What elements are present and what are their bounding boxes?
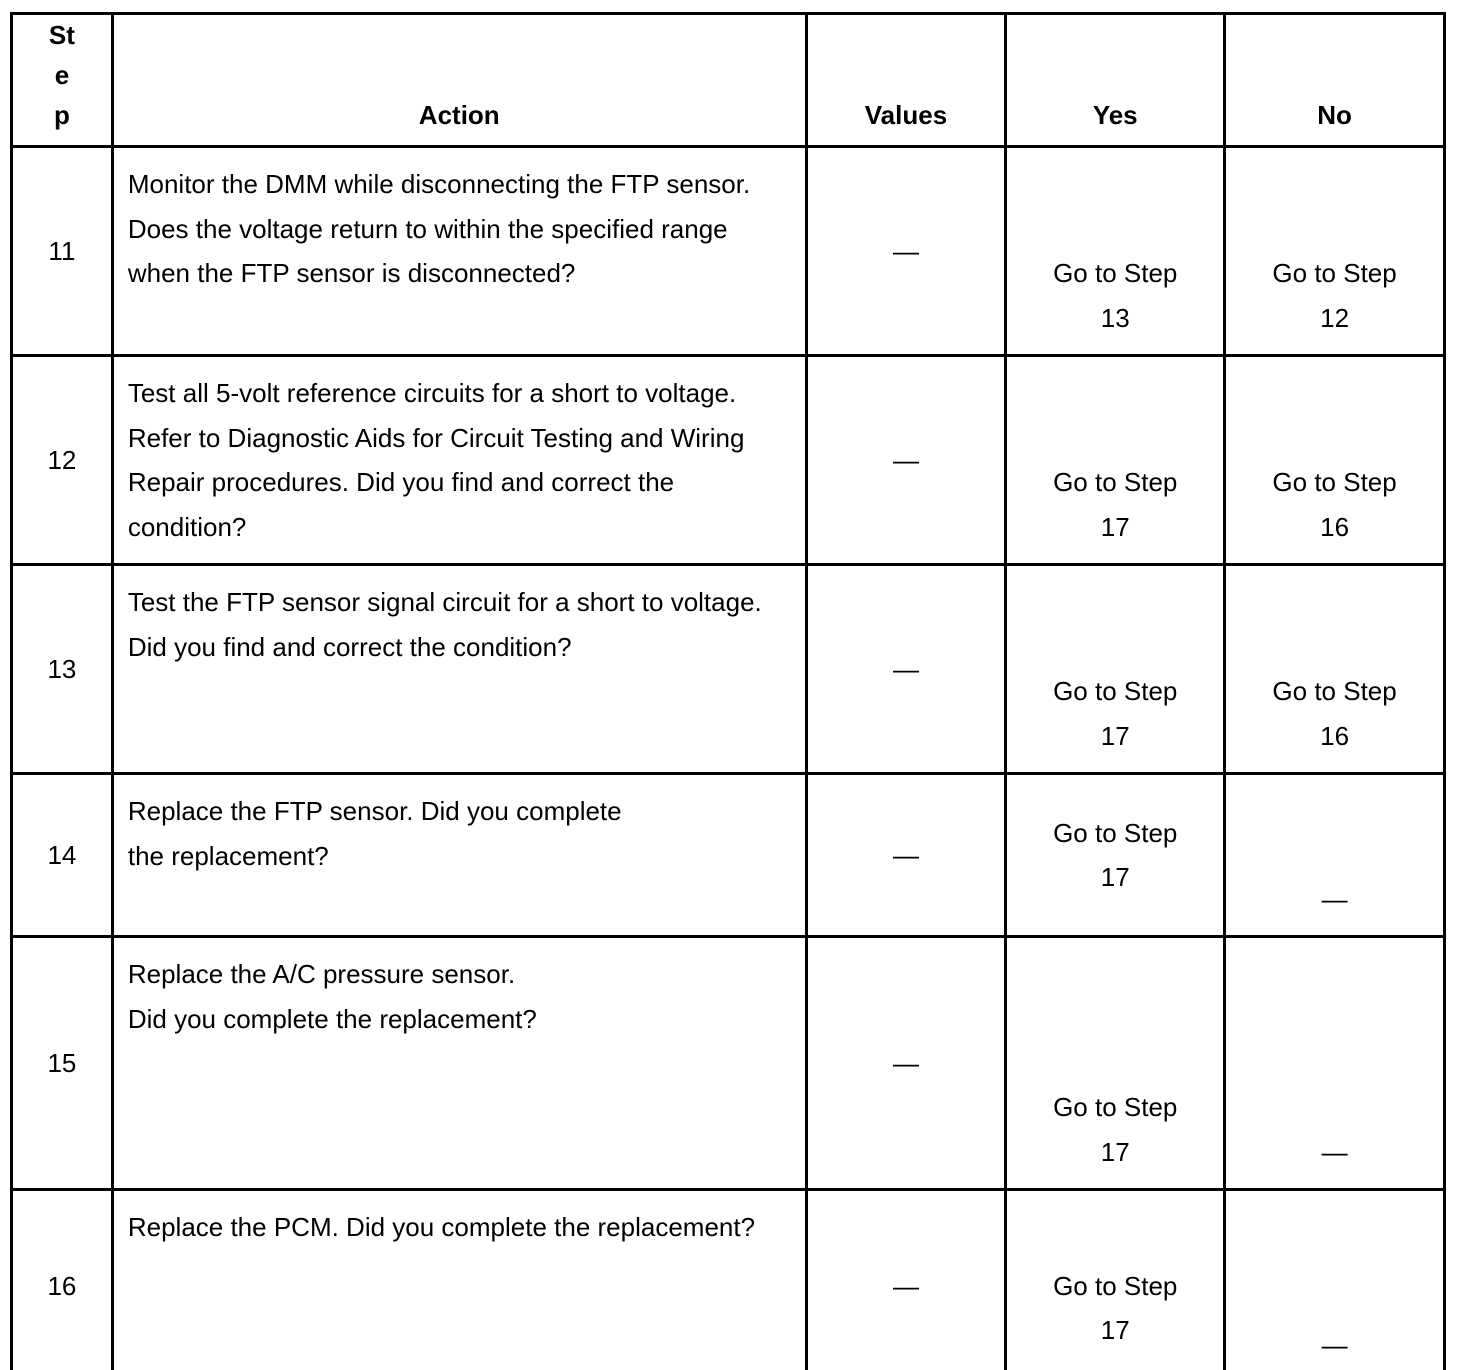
table-row [12,774,1445,937]
step-number: 14 [12,774,113,937]
yes-goto-step: 17 [1100,511,1130,542]
no-cell [1225,147,1445,356]
column-header-yes: Yes [1006,14,1225,147]
step-number: 16 [12,1190,113,1370]
action-text: Monitor the DMM while disconnecting the FTP sensor. Does the voltage return to within the specified range when the FTP sensor is disconnected? [112,147,806,356]
action-line: the replacement? [127,840,329,871]
table-row [12,147,1445,356]
yes-cell [1006,937,1225,1190]
yes-cell [1006,774,1225,937]
no-cell [1225,356,1445,565]
action-text [112,774,806,937]
values-cell: — [806,937,1006,1190]
yes-goto-step: 17 [1100,720,1130,751]
diagnostic-steps-table [10,12,1446,1370]
table-header-row [12,14,1445,147]
yes-cell [1006,356,1225,565]
action-line: Replace the A/C pressure sensor. [127,959,516,989]
no-cell [1225,565,1445,774]
values-cell: — [806,147,1006,356]
no-goto-step: 12 [1320,302,1350,333]
action-line: Replace the FTP sensor. Did you complete [127,796,622,826]
column-header-no: No [1225,14,1445,147]
column-header-values: Values [806,14,1006,147]
yes-goto-label: Go to Step [1053,676,1178,706]
yes-goto-step: 13 [1100,302,1130,333]
no-goto-label: Go to Step [1272,676,1397,706]
column-header-action: Action [112,14,806,147]
values-cell: — [806,356,1006,565]
table-row [12,1190,1445,1370]
yes-goto-step: 17 [1100,1315,1130,1345]
yes-cell [1006,147,1225,356]
yes-goto-step: 17 [1100,1136,1130,1167]
no-cell: — [1225,1190,1445,1370]
step-number: 12 [12,356,113,565]
yes-goto-label: Go to Step [1053,1270,1178,1301]
no-goto-label: Go to Step [1272,258,1397,288]
yes-goto-label: Go to Step [1053,467,1178,497]
yes-cell [1006,565,1225,774]
action-text [112,937,806,1190]
values-cell: — [806,565,1006,774]
no-cell: — [1225,937,1445,1190]
action-text: Test all 5-volt reference circuits for a short to voltage. Refer to Diagnostic Aids for Circuit Testing and Wiring Repair procedures. Did you find and correct the condition? [112,356,806,565]
action-text: Replace the PCM. Did you complete the replacement? [112,1190,806,1370]
table-row [12,937,1445,1190]
step-number: 13 [12,565,113,774]
step-number: 11 [12,147,113,356]
yes-goto-label: Go to Step [1053,817,1178,848]
yes-goto-label: Go to Step [1053,1092,1178,1122]
values-cell: — [806,774,1006,937]
yes-goto-label: Go to Step [1053,258,1178,288]
action-line: Did you complete the replacement? [127,1003,537,1034]
values-cell: — [806,1190,1006,1370]
no-goto-label: Go to Step [1272,467,1397,497]
yes-cell [1006,1190,1225,1370]
column-header-step: Step [12,14,113,147]
yes-goto-step: 17 [1100,862,1130,892]
no-goto-step: 16 [1320,720,1350,751]
no-cell: — [1225,774,1445,937]
action-text: Test the FTP sensor signal circuit for a short to voltage. Did you find and correct the condition? [112,565,806,774]
no-goto-step: 16 [1320,511,1350,542]
step-number: 15 [12,937,113,1190]
table-row [12,356,1445,565]
table-row [12,565,1445,774]
